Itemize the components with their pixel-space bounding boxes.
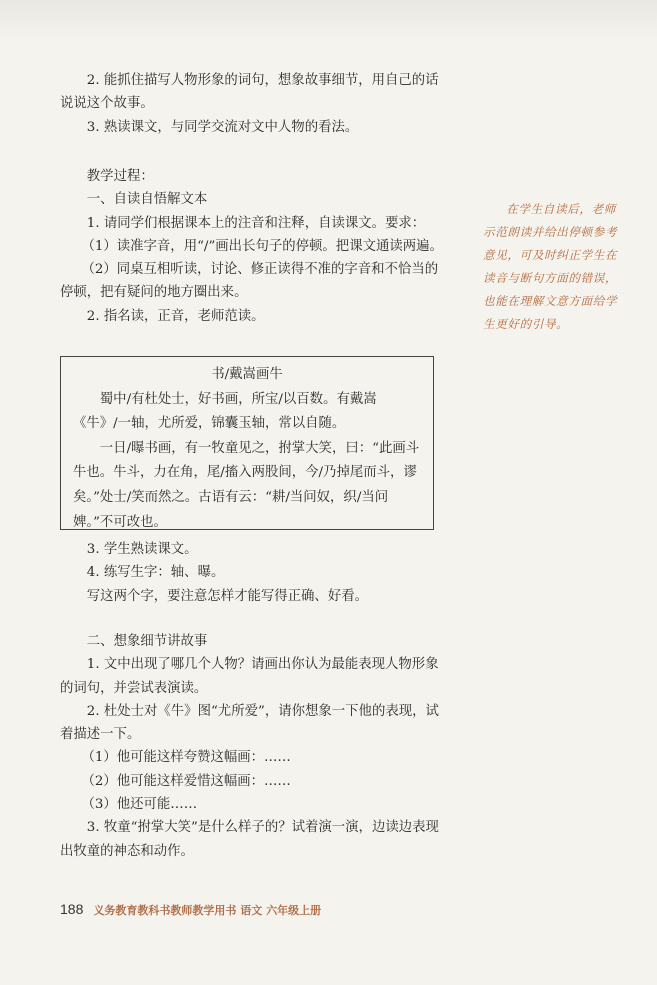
step-read: 3. 学生熟读课文。	[86, 542, 198, 557]
part2-sub2: （2）他可能这样爱惜这幅画：……	[81, 773, 291, 789]
part1-requirement-1: （1）读准字音，用“/”画出长句子的停顿。把课文通读两遍。	[81, 238, 443, 254]
objectives-section	[60, 69, 445, 139]
book-title: 义务教育教科书教师教学用书 语文 六年级上册	[93, 904, 322, 917]
page-number: 188	[60, 901, 84, 917]
classical-text-para: 蜀中/有杜处士，好书画，所宝/以百数。有戴嵩《牛》/一轴，尤所爱，锦囊玉轴，常以自随。	[73, 391, 377, 432]
part1-step2: 2. 指名读，正音，老师范读。	[86, 308, 265, 324]
objective-item: 2. 能抓住描写人物形象的词句，想象故事细节，用自己的话说说这个故事。	[60, 73, 439, 112]
classical-text-box	[60, 356, 434, 530]
part2-step1: 1. 文中出现了哪几个人物？请画出你认为最能表现人物形象的词句，并尝试表演读。	[60, 657, 439, 696]
part2-sub1: （1）他可能这样夸赞这幅画：……	[81, 750, 291, 766]
objective-item: 3. 熟读课文，与同学交流对文中人物的看法。	[86, 119, 359, 135]
part2-step2: 2. 杜处士对《牛》图“尤所爱”，请你想象一下他的表现，试着描述一下。	[60, 703, 439, 743]
part1-heading: 一、自读自悟解文本	[86, 192, 208, 208]
step-write-note: 写这两个字，要注意怎样才能写得正确、好看。	[86, 588, 368, 604]
classical-text-title: 书/戴嵩画牛	[211, 367, 283, 382]
margin-note	[483, 198, 623, 336]
part1-step1: 1. 请同学们根据课本上的注音和注释，自读课文。要求：	[86, 215, 426, 231]
page-footer	[60, 900, 321, 920]
process-after-box	[60, 538, 445, 608]
process-title: 教学过程：	[86, 169, 154, 184]
part2-heading: 二、想象细节讲故事	[86, 634, 208, 649]
process-part1	[60, 165, 445, 328]
process-part2	[60, 630, 445, 863]
margin-note-text: 在学生自读后，老师示范朗读并给出停顿参考意见，可及时纠正学生在读音与断句方面的错误，也能在理解文意方面给学生更好的引导。	[483, 202, 618, 331]
part2-step3: 3. 牧童“拊掌大笑”是什么样子的？试着演一演，边读边表现出牧童的神态和动作。	[60, 820, 439, 859]
part2-sub3: （3）他还可能……	[81, 797, 198, 813]
classical-text-para: 一日/曝书画，有一牧童见之，拊掌大笑，曰：“此画斗牛也。牛斗，力在角，尾/搐入两股间，今/乃掉尾而斗，谬矣。”处士/笑而然之。古语有云：“耕/当问奴，织/当问婢。”不可改也。	[73, 440, 420, 530]
page-top-band	[0, 0, 657, 40]
step-write: 4. 练写生字：轴、曝。	[86, 565, 225, 581]
part1-requirement-2: （2）同桌互相听读，讨论、修正读得不准的字音和不恰当的停顿，把有疑问的地方圈出来。	[60, 262, 439, 301]
